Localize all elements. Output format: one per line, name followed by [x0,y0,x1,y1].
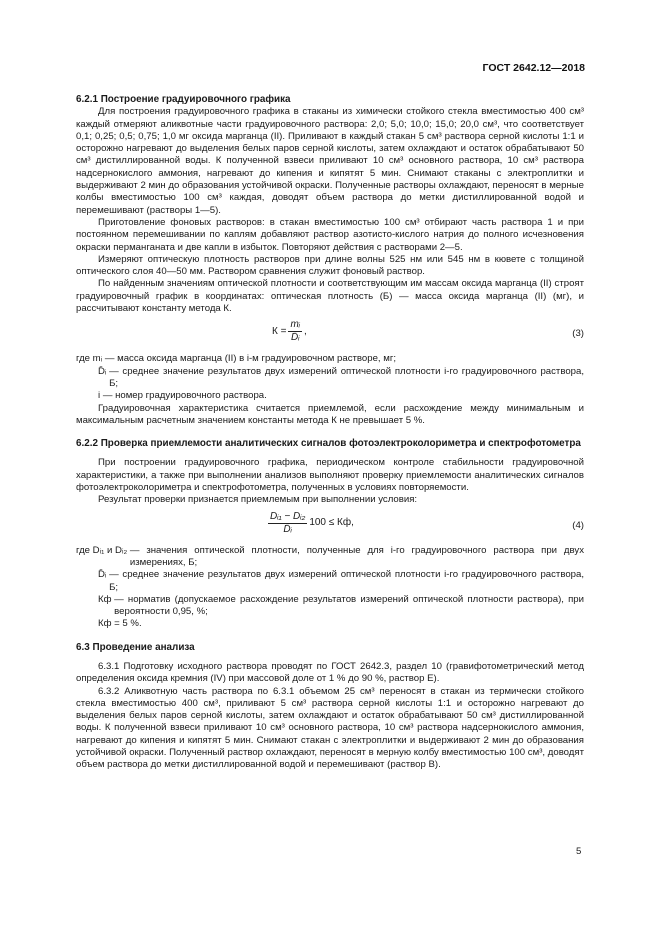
formula-4-definitions [76,545,584,631]
definition-i [76,390,584,402]
section-6-2-1-paragraph-5: Градуировочная характеристика считается приемлемой, если расхождение между минимальным и максимальным расчетным значением константы метода К не превышает 5 %. [76,402,584,426]
definition-text: — среднее значение результатов двух измерений оптической плотности i-го градуировочного раствора, Б; [109,365,584,389]
section-6-2-2-paragraph-2: Результат проверки признается приемлемым при выполнении условия: [98,494,418,506]
section-6-3-2-paragraph: 6.3.2 Аликвотную часть раствора по 6.3.1 объемом 25 см³ переносят в стакан из термически стойкого стекла вместимостью 400 см³, приливают 5 см³ раствора серной кислоты 1:1 и осторожно нагревают до выделения белых паров серной кислоты, затем охлаждают и остаток обрабатывают 50 см³ дистиллированной воды. К полученной взвеси приливают 10 см³ основного раствора, 10 см³ раствора надсернокислого аммония, нагревают до кипения и кипятят 5 мин. Снимают стакан с электроплитки и выдерживают 2 мин до образования устойчивой окраски. Полученный раствор охлаждают, переносят в мерную колбу вместимостью 100 см³, доводят объем раствора до метки дистиллированной водой и перемешивают (раствор В). [76,685,584,771]
formula-4-tail: 100 ≤ Кф, [309,516,354,528]
section-6-2-1-paragraph-4: По найденным значениям оптической плотности и соответствующим им массам оксида марганца (II) строят градуировочный график в координатах: оптическая плотность (Б) — масса оксида марганца (II) (мг), и рассчитывают константу метода К. [76,278,584,315]
section-6-2-1-title: 6.2.1 Построение градуировочного графика [76,94,291,105]
formula-4-numerator: Dᵢ₁ − Dᵢ₂ [270,510,306,522]
definition-m-i [76,353,584,365]
section-6-2-1-paragraph-2: Приготовление фоновых растворов: в стакан вместимостью 100 см³ отбирают часть раствора 1 и при постоянном перемешивании по каплям добавляют раствор азотисто-кислого натрия до полного исчезновения окраски перманганата и две капли в избыток. Повторяют действия с растворами 2—5. [76,216,584,253]
definition-symbol: i [98,390,101,402]
definition-text: — номер градуировочного раствора. [102,390,267,402]
formula-3-definitions [76,353,584,402]
section-6-2-1-paragraph-3: Измеряют оптическую плотность растворов при длине волны 525 нм или 545 нм в кювете с толщиной оптического слоя 40—50 мм. Раствором сравнения служит фоновый раствор. [76,253,584,278]
definition-symbol: Кф [98,593,112,605]
section-6-2-2-paragraph-1: При построении градуировочного графика, периодическом контроле стабильности градуировочной характеристики, а также при выполнении анализов выполняют проверку приемлемости аналитических сигналов фотоэлектроколориметра и спектрофотометра, полученных в условиях повторяемости. [76,457,584,494]
definition-text: — норматив (допускаемое расхождение результатов измерений оптической плотности раствора), при вероятности 0,95, %; [114,593,584,618]
formula-4-denominator: D̄ᵢ [283,523,292,535]
definition-d-mean [76,569,584,594]
section-6-2-2-title: 6.2.2 Проверка приемлемости аналитических сигналов фотоэлектроколориметра и спектрофотометра [76,438,581,450]
equation-number-3: (3) [572,328,584,340]
formula-3-tail: , [304,325,307,337]
section-6-3-title: 6.3 Проведение анализа [76,641,195,653]
page-number: 5 [576,846,582,857]
definition-d-mean [76,366,584,391]
section-6-2-1-paragraph-1: Для построения градуировочного графика в стаканы из химически стойкого стекла вместимостью 400 см³ каждый отмеряют аликвотные части градуировочного раствора: 2,0; 5,0; 10,0; 15,0; 20,0 см³, что соответствует 0,1; 0,25; 0,5; 0,75; 1,0 мг оксида марганца (II). Приливают в каждый стакан 5 см³ раствора серной кислоты 1:1 и осторожно нагревают до выделения белых паров серной кислоты, затем охлаждают и остаток обрабатывают 50 см³ дистиллированной воды. К полученной взвеси приливают 10 см³ основного раствора, 10 см³ раствора надсернокислого аммония, нагревают до кипения и кипятят 5 мин. Снимают стаканы с электроплитки и выдерживают 2 мин до образования устойчивой окраски. Полученные растворы охлаждают, переносят в мерные колбы вместимостью 100 см³ каждая, доводят объем раствора до метки дистиллированной водой и перемешивают (растворы 1—5). [76,106,584,216]
definition-k-f [76,594,584,619]
document-code-header: ГОСТ 2642.12—2018 [482,62,585,74]
definition-text: — значения оптической плотности, полученные для i-го градуировочного раствора при двух измерениях, Б; [129,544,584,568]
formula-3-denominator: D̄ᵢ [291,332,300,344]
formula-4-fraction [268,511,307,536]
formula-3-numerator: mᵢ [290,319,301,331]
definition-k-f-value [76,618,584,630]
definition-d-i1-d-i2 [76,545,584,570]
formula-3-fraction [288,319,302,344]
definition-symbol: D̄ᵢ [98,365,107,377]
definition-text: Кф = 5 %. [98,618,142,630]
definition-symbol: где mᵢ [76,353,103,365]
section-6-3-1-paragraph: 6.3.1 Подготовку исходного раствора проводят по ГОСТ 2642.3, раздел 10 (гравифотометрический метод определения оксида кремния (IV) при массовой доле от 1 % до 90 %, раствор Е). [76,660,584,685]
formula-3 [76,319,584,349]
definition-symbol: где Dᵢ₁ и Dᵢ₂ [76,544,128,556]
formula-4 [76,511,584,541]
formula-3-lhs: К = [272,325,287,337]
page-content [76,94,584,772]
definition-text: — среднее значение результатов двух измерений оптической плотности i-го градуировочного раствора, Б; [109,569,584,593]
definition-text: — масса оксида марганца (II) в i-м градуировочном растворе, мг; [104,353,396,365]
definition-symbol: D̄ᵢ [98,569,107,581]
equation-number-4: (4) [572,519,584,531]
